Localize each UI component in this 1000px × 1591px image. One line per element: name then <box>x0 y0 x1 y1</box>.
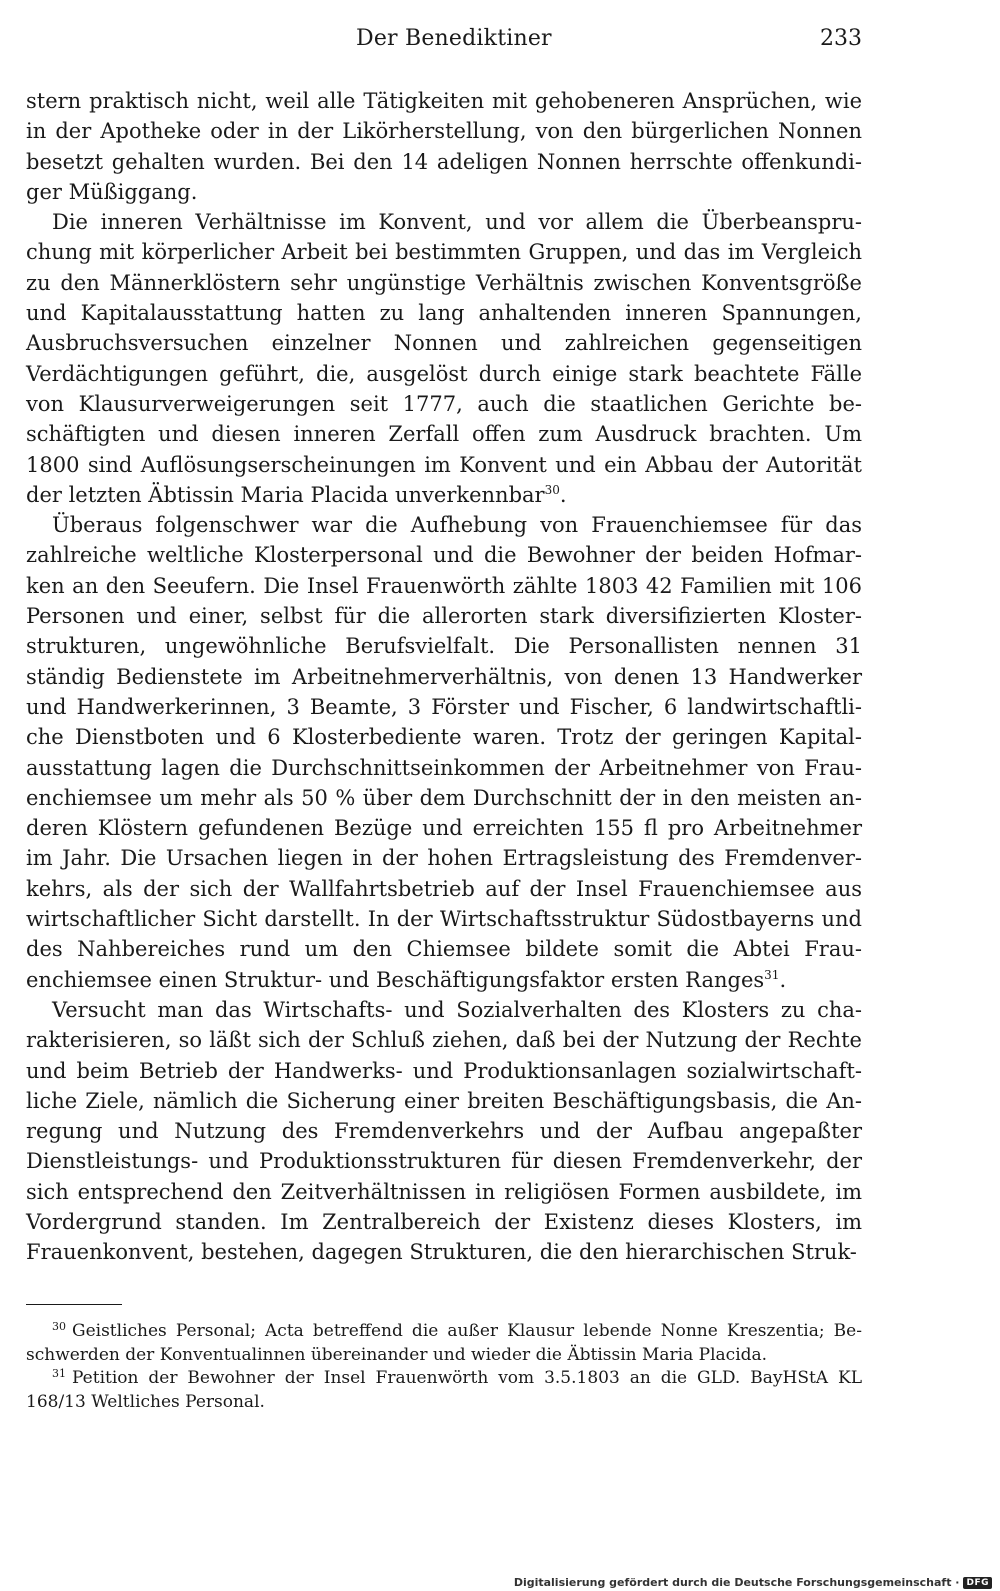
credit-text: Digitalisierung gefördert durch die Deutsche Forschungsgemeinschaft · <box>513 1576 960 1589</box>
paragraph <box>26 86 862 207</box>
footnote-reference[interactable]: 31 <box>764 967 780 982</box>
footnote-text: Petition der Bewohner der Insel Frauenwörth vom 3.5.1803 an die GLD. BayHStA KL 168/13 Weltliches Personal. <box>26 1368 862 1412</box>
footnote <box>26 1320 862 1367</box>
paragraph <box>26 995 862 1268</box>
paragraph-text: Überaus folgenschwer war die Aufhebung von Frauenchiemsee für das zahlreiche weltliche Klosterpersonal und die Bewohner der beiden Hofmarken an den Seeufern. Die Insel Frauenwörth zählte 1803 42 Familien mit 106 Personen und einer, selbst für die allerorten stark diversifizierten Klosterstrukturen, ungewöhnliche Berufsvielfalt. Die Personallisten nennen 31 ständig Bedienstete im Arbeitnehmerverhältnis, von denen 13 Handwerker und Handwerkerinnen, 3 Beamte, 3 Förster und Fischer, 6 landwirtschaftliche Dienstboten und 6 Klosterbediente waren. Trotz der geringen Kapitalausstattung lagen die Durchschnittseinkommen der Arbeitnehmer von Frauenchiemsee um mehr als 50 % über dem Durchschnitt der in den meisten anderen Klöstern gefundenen Bezüge und erreichten 155 fl pro Arbeitnehmer im Jahr. Die Ursachen liegen in der hohen Ertragsleistung des Fremdenverkehrs, als der sich der Wallfahrtsbetrieb auf der Insel Frauenchiemsee aus wirtschaftlicher Sicht darstellt. In der Wirtschaftsstruktur Südostbayerns und des Nahbereiches rund um den Chiemsee bildete somit die Abtei Frauenchiemsee einen Struktur- und Beschäftigungsfaktor ersten Ranges <box>26 513 862 992</box>
footnote-divider <box>26 1304 122 1305</box>
paragraph <box>26 510 862 995</box>
paragraph-end: . <box>779 967 787 992</box>
paragraph <box>26 207 862 510</box>
digitization-credit <box>514 1576 992 1589</box>
footnote-text: Geistliches Personal; Acta betreffend die außer Klausur lebende Nonne Kreszentia; Beschwerden der Konventualinnen übereinander und wieder die Äbtissin Maria Placida. <box>26 1321 862 1365</box>
footnote-mark: 31 <box>52 1367 66 1380</box>
dfg-logo: DFG <box>963 1577 992 1589</box>
page-number: 233 <box>820 26 862 51</box>
paragraph-text: Die inneren Verhältnisse im Konvent, und vor allem die Überbeanspruchung mit körperlicher Arbeit bei bestimmten Gruppen, und das im Vergleich zu den Männerklöstern sehr ungünstige Verhältnis zwischen Konventsgröße und Kapitalausstattung hatten zu lang anhaltenden inneren Spannungen, Ausbruchsversuchen einzelner Nonnen und zahlreichen gegenseitigen Verdächtigungen geführt, die, ausgelöst durch einige stark beachtete Fälle von Klausurverweigerungen seit 1777, auch die staatlichen Gerichte beschäftigten und diesen inneren Zerfall offen zum Ausdruck brachten. Um 1800 sind Auflösungserscheinungen im Konvent und ein Abbau der Autorität der letzten Äbtissin Maria Placida unverkennbar <box>26 210 862 507</box>
paragraph-text: stern praktisch nicht, weil alle Tätigkeiten mit gehobeneren Ansprüchen, wie in der Apotheke oder in der Likörherstellung, von den bürgerlichen Nonnen besetzt gehalten wurden. Bei den 14 adeligen Nonnen herrschte offenkundiger Müßiggang. <box>26 89 862 204</box>
footnotes <box>26 1320 862 1414</box>
footnote <box>26 1367 862 1414</box>
footnote-mark: 30 <box>52 1320 66 1333</box>
paragraph-end: . <box>559 482 567 507</box>
footnote-reference[interactable]: 30 <box>544 482 560 497</box>
body-text <box>26 86 862 1268</box>
running-title: Der Benediktiner <box>356 26 552 51</box>
paragraph-text: Versucht man das Wirtschafts- und Sozialverhalten des Klosters zu charakterisieren, so läßt sich der Schluß ziehen, daß bei der Nutzung der Rechte und beim Betrieb der Handwerks- und Produktionsanlagen sozialwirtschaftliche Ziele, nämlich die Sicherung einer breiten Beschäftigungsbasis, die Anregung und Nutzung des Fremdenverkehrs und der Aufbau angepaßter Dienstleistungs- und Produktionsstrukturen für diesen Fremdenverkehr, der sich entsprechend den Zeitverhältnissen in religiösen Formen ausbildete, im Vordergrund standen. Im Zentralbereich der Existenz dieses Klosters, im Frauenkonvent, bestehen, dagegen Strukturen, die den hierarchischen Struk- <box>26 997 862 1265</box>
